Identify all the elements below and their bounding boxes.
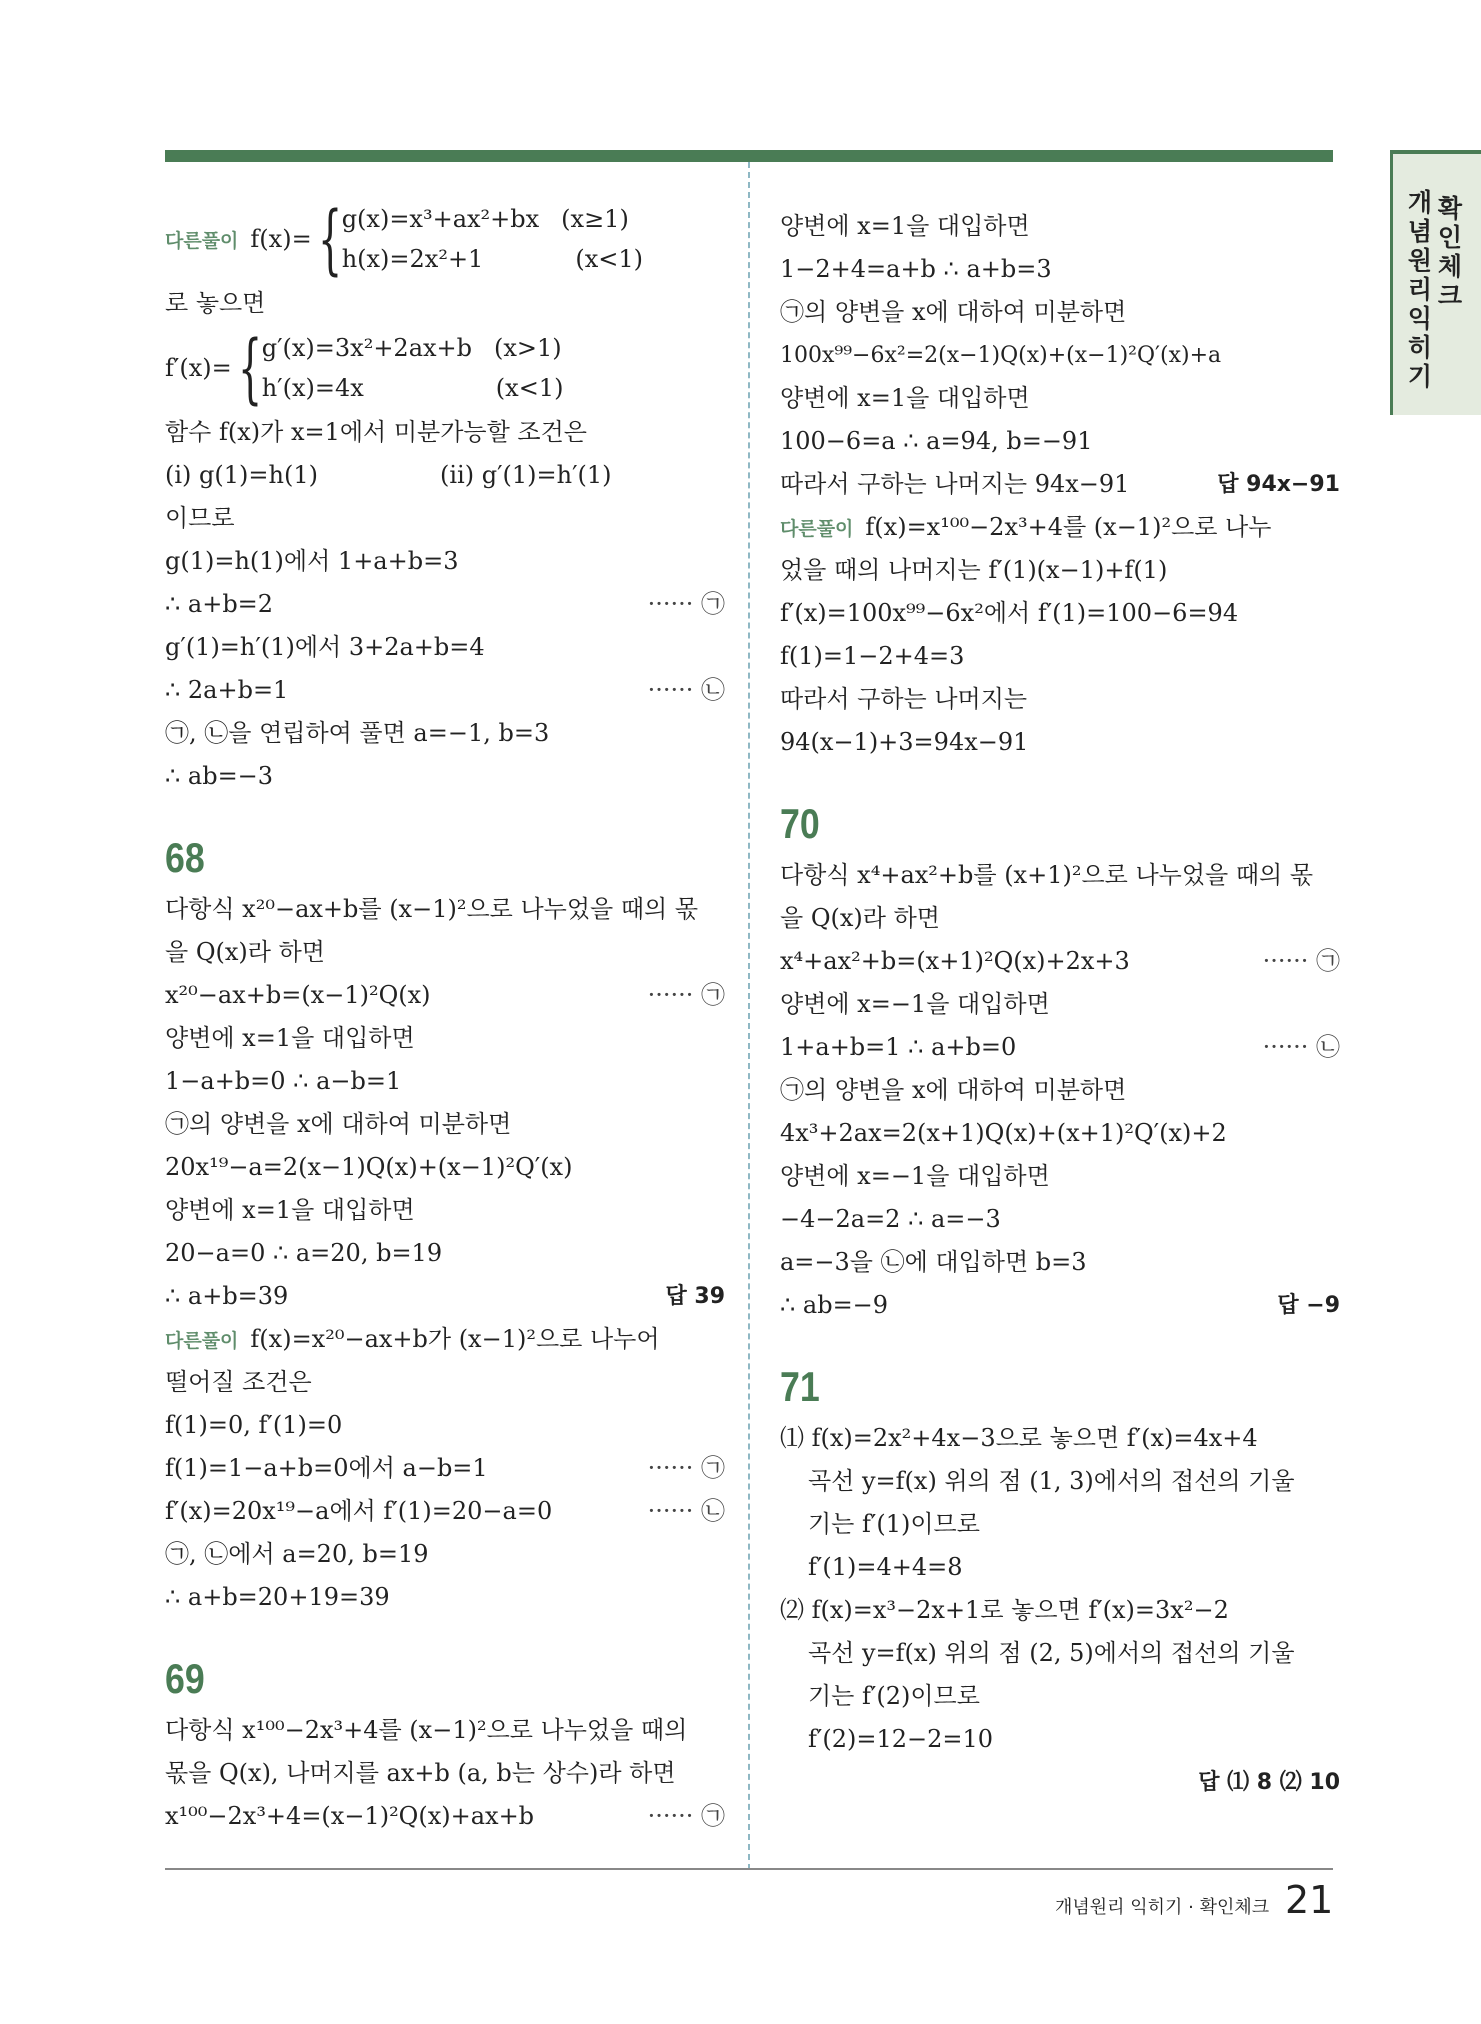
text-line: 기는 f′(2)이므로 <box>808 1682 980 1710</box>
piecewise-cases <box>342 199 643 279</box>
alt-solution-label: 다른풀이 <box>780 518 854 540</box>
text-line <box>780 1284 1340 1327</box>
footer-section-title: 개념원리 익히기 · 확인체크 <box>1055 1897 1270 1918</box>
equation-marker: ······ ㉠ <box>647 590 725 618</box>
case-expr: g(x)=x³+ax²+bx <box>341 205 540 233</box>
bottom-rule <box>165 1868 1333 1870</box>
equation-marker: ······ ㉡ <box>1262 1033 1340 1061</box>
text-line: 100−6=a ∴ a=94, b=−91 <box>780 427 1093 455</box>
text-line: 떨어질 조건은 <box>165 1368 312 1396</box>
piecewise-cases <box>262 328 564 408</box>
equation: x⁴+ax²+b=(x+1)²Q(x)+2x+3 <box>780 947 1130 975</box>
equation: ∴ a+b=39 <box>165 1282 289 1310</box>
equation: ∴ 2a+b=1 <box>165 676 289 704</box>
text-line <box>165 1490 725 1533</box>
text-line: 따라서 구하는 나머지는 <box>780 685 1028 713</box>
text-line: ∴ ab=−3 <box>165 762 274 790</box>
problem-number-68: 68 <box>165 834 205 881</box>
right-column <box>780 205 1340 1804</box>
text-line: 양변에 x=−1을 대입하면 <box>780 990 1050 1018</box>
text-line <box>165 454 725 497</box>
text-line: 양변에 x=1을 대입하면 <box>780 384 1030 412</box>
text-line: g′(1)=h′(1)에서 3+2a+b=4 <box>165 633 485 661</box>
text-line: f(1)=0, f′(1)=0 <box>165 1411 343 1439</box>
answer-label: 답 −9 <box>1277 1293 1340 1318</box>
page-number: 21 <box>1285 1878 1334 1922</box>
equation: x¹⁰⁰−2x³+4=(x−1)²Q(x)+ax+b <box>165 1802 535 1830</box>
text-line: 양변에 x=1을 대입하면 <box>780 212 1030 240</box>
case-cond: (x>1) <box>494 334 562 362</box>
side-tab <box>1390 150 1481 415</box>
condition-i: (ⅰ) g(1)=h(1) <box>165 461 318 489</box>
case-row <box>262 328 564 368</box>
text-line: 양변에 x=1을 대입하면 <box>165 1024 415 1052</box>
equation-marker: ······ ㉠ <box>647 1454 725 1482</box>
text-line <box>165 1318 725 1361</box>
text-line: 다항식 x²⁰−ax+b를 (x−1)²으로 나누었을 때의 몫 <box>165 895 699 923</box>
text-line: 94(x−1)+3=94x−91 <box>780 728 1029 756</box>
case-expr: h(x)=2x²+1 <box>341 245 484 273</box>
text-line: ㉠의 양변을 x에 대하여 미분하면 <box>780 298 1127 326</box>
answer-label: 답 ⑴ 8 ⑵ 10 <box>1198 1770 1340 1795</box>
piecewise-lhs: f(x)= <box>250 225 312 253</box>
problem-number-69: 69 <box>165 1655 205 1702</box>
text-line <box>165 669 725 712</box>
answer-label: 답 39 <box>665 1284 725 1309</box>
text-line <box>165 1447 725 1490</box>
text-line: 다항식 x¹⁰⁰−2x³+4를 (x−1)²으로 나누었을 때의 <box>165 1716 688 1744</box>
case-expr: g′(x)=3x²+2ax+b <box>261 334 473 362</box>
case-cond: (x<1) <box>575 245 643 273</box>
text-line: ㉠, ㉡에서 a=20, b=19 <box>165 1540 429 1568</box>
text-line: f′(1)=4+4=8 <box>808 1553 963 1581</box>
text-line: 다항식 x⁴+ax²+b를 (x+1)²으로 나누었을 때의 몫 <box>780 861 1314 889</box>
alt-solution-label: 다른풀이 <box>165 229 239 252</box>
text-line: ∴ a+b=20+19=39 <box>165 1583 390 1611</box>
text-line <box>780 940 1340 983</box>
top-green-bar <box>165 150 1333 162</box>
case-cond: (x<1) <box>495 374 564 402</box>
text-line: 몫을 Q(x), 나머지를 ax+b (a, b는 상수)라 하면 <box>165 1759 676 1787</box>
equation: ∴ ab=−9 <box>780 1291 889 1319</box>
text-line <box>165 583 725 626</box>
equation-marker: ······ ㉠ <box>647 1802 725 1830</box>
equation-marker: ······ ㉠ <box>1262 947 1340 975</box>
text-line <box>165 1275 725 1318</box>
text-line: 양변에 x=1을 대입하면 <box>165 1196 415 1224</box>
text-line <box>780 1026 1340 1069</box>
text-line: 양변에 x=−1을 대입하면 <box>780 1162 1050 1190</box>
text-line <box>780 506 1340 549</box>
text-line <box>780 1761 1340 1804</box>
equation: 따라서 구하는 나머지는 94x−91 <box>780 470 1130 498</box>
text-line: g(1)=h(1)에서 1+a+b=3 <box>165 547 459 575</box>
case-cond: (x≥1) <box>561 205 629 233</box>
text-line: 로 놓으면 <box>165 289 266 317</box>
text-line: 1−2+4=a+b ∴ a+b=3 <box>780 255 1052 283</box>
problem-number-70: 70 <box>780 800 820 847</box>
text-line: 20−a=0 ∴ a=20, b=19 <box>165 1239 443 1267</box>
equation-marker: ······ ㉡ <box>647 1497 725 1525</box>
case-row <box>262 368 564 408</box>
equation: f(x)=x¹⁰⁰−2x³+4를 (x−1)²으로 나누 <box>865 513 1272 541</box>
text-line: 었을 때의 나머지는 f′(1)(x−1)+f(1) <box>780 556 1168 584</box>
text-line: 1−a+b=0 ∴ a−b=1 <box>165 1067 402 1095</box>
text-line: 함수 f(x)가 x=1에서 미분가능할 조건은 <box>165 418 587 446</box>
answer-label: 답 94x−91 <box>1217 472 1340 497</box>
brace-glyph: { <box>317 194 342 283</box>
case-row <box>342 239 643 279</box>
alt-solution-label: 다른풀이 <box>165 1330 239 1352</box>
equation: x²⁰−ax+b=(x−1)²Q(x) <box>165 981 431 1009</box>
side-tab-label-1: 개념원리 익히기 <box>1407 188 1433 391</box>
text-line: 곡선 y=f(x) 위의 점 (1, 3)에서의 접선의 기울 <box>808 1467 1295 1495</box>
text-line: ⑵ f(x)=x³−2x+1로 놓으면 f′(x)=3x²−2 <box>780 1596 1229 1624</box>
text-line: f(1)=1−2+4=3 <box>780 642 965 670</box>
text-line: ㉠의 양변을 x에 대하여 미분하면 <box>780 1076 1127 1104</box>
piecewise-fprime <box>165 325 725 411</box>
text-line: ㉠의 양변을 x에 대하여 미분하면 <box>165 1110 512 1138</box>
piecewise-lhs: f′(x)= <box>165 354 232 382</box>
text-line: 을 Q(x)라 하면 <box>165 938 325 966</box>
left-column <box>165 196 725 1838</box>
condition-ii: (ⅱ) g′(1)=h′(1) <box>440 461 612 489</box>
text-line: f′(x)=100x⁹⁹−6x²에서 f′(1)=100−6=94 <box>780 599 1239 627</box>
equation: f(1)=1−a+b=0에서 a−b=1 <box>165 1454 488 1482</box>
text-line: 곡선 y=f(x) 위의 점 (2, 5)에서의 접선의 기울 <box>808 1639 1295 1667</box>
text-line: 100x⁹⁹−6x²=2(x−1)Q(x)+(x−1)²Q′(x)+a <box>780 343 1222 368</box>
text-line: −4−2a=2 ∴ a=−3 <box>780 1205 1001 1233</box>
text-line: 이므로 <box>165 504 235 532</box>
side-tab-label-2: 확인체크 <box>1437 194 1463 310</box>
piecewise-f <box>165 196 725 282</box>
equation-marker: ······ ㉡ <box>647 676 725 704</box>
text-line <box>165 974 725 1017</box>
column-divider <box>748 162 750 1870</box>
problem-number-71: 71 <box>780 1363 820 1410</box>
text-line: f′(2)=12−2=10 <box>808 1725 994 1753</box>
equation-marker: ······ ㉠ <box>647 981 725 1009</box>
text-line: 을 Q(x)라 하면 <box>780 904 940 932</box>
equation: ∴ a+b=2 <box>165 590 274 618</box>
text-line: ㉠, ㉡을 연립하여 풀면 a=−1, b=3 <box>165 719 550 747</box>
case-row <box>342 199 643 239</box>
text-line: 기는 f′(1)이므로 <box>808 1510 980 1538</box>
text-line <box>165 1795 725 1838</box>
case-expr: h′(x)=4x <box>261 374 364 402</box>
brace-glyph: { <box>237 323 262 412</box>
text-line: 20x¹⁹−a=2(x−1)Q(x)+(x−1)²Q′(x) <box>165 1153 573 1181</box>
equation: f′(x)=20x¹⁹−a에서 f′(1)=20−a=0 <box>165 1497 553 1525</box>
equation: 1+a+b=1 ∴ a+b=0 <box>780 1033 1017 1061</box>
text-line: 4x³+2ax=2(x+1)Q(x)+(x+1)²Q′(x)+2 <box>780 1119 1227 1147</box>
text-line <box>780 463 1340 506</box>
text-line: a=−3을 ㉡에 대입하면 b=3 <box>780 1248 1087 1276</box>
text-line: ⑴ f(x)=2x²+4x−3으로 놓으면 f′(x)=4x+4 <box>780 1424 1258 1452</box>
equation: f(x)=x²⁰−ax+b가 (x−1)²으로 나누어 <box>250 1325 660 1353</box>
